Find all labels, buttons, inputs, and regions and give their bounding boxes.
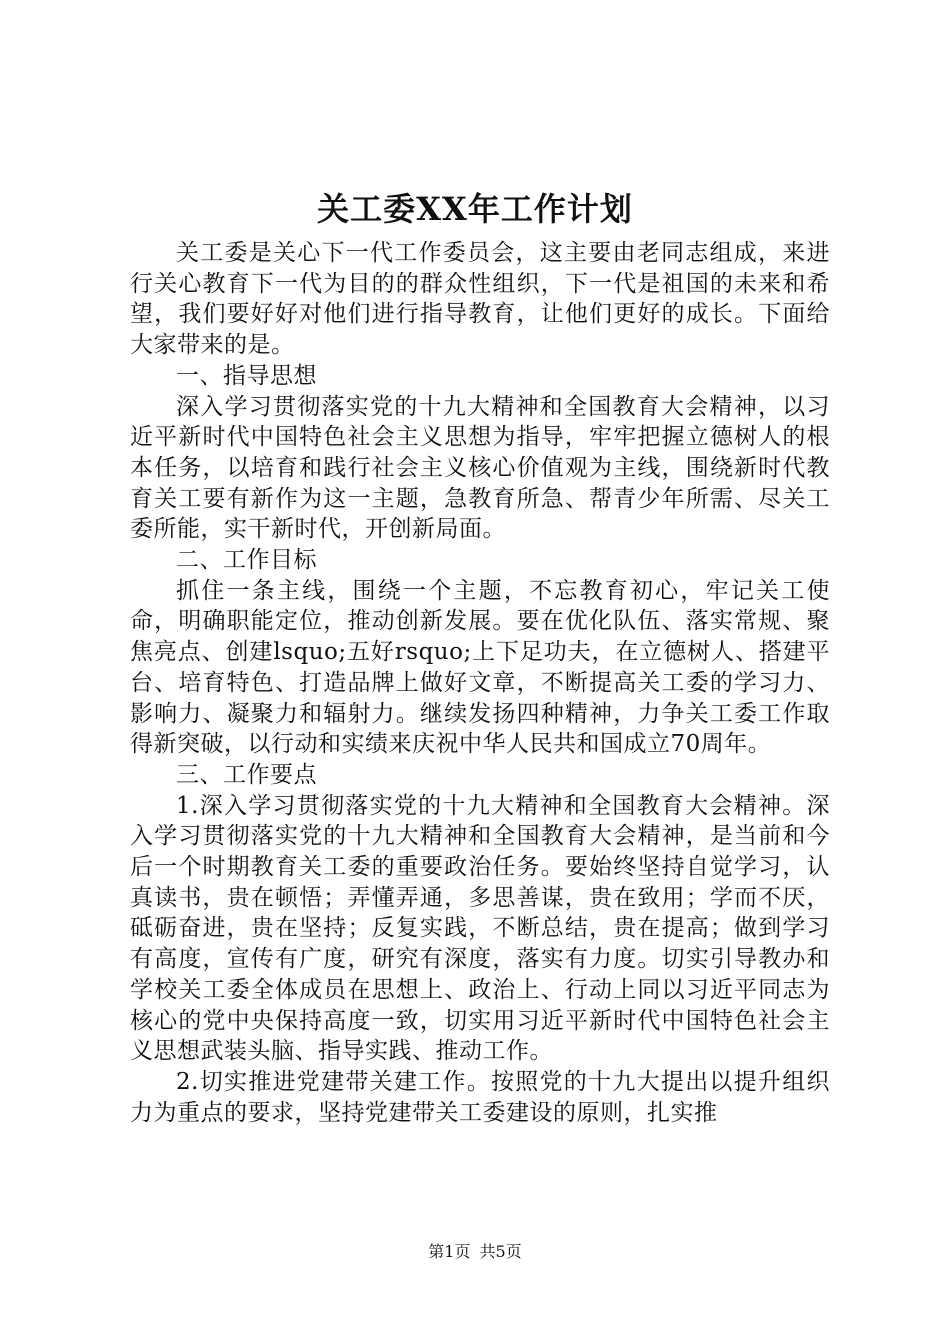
paragraph-work-goals: 抓住一条主线，围绕一个主题，不忘教育初心，牢记关工使命，明确职能定位，推动创新发展。要在优化队伍、落实常规、聚焦亮点、创建lsquo;五好rsquo;上下足功夫，在立德树人、搭建平台、培育特色、打造品牌上做好文章，不断提高关工委的学习力、影响力、凝聚力和辐射力。继续发扬四种精神，力争关工委工作取得新突破，以行动和实绩来庆祝中华人民共和国成立70周年。: [130, 577, 830, 758]
paragraph-guiding-thought: 深入学习贯彻落实党的十九大精神和全国教育大会精神，以习近平新时代中国特色社会主义思想为指导，牢牢把握立德树人的根本任务，以培育和践行社会主义核心价值观为主线，围绕新时代教育关工要有新作为这一主题，急教育所急、帮青少年所需、尽关工委所能，实干新时代，开创新局面。: [130, 393, 830, 543]
page-number-total: 共5页: [479, 1242, 522, 1261]
document-title: 关工委XX年工作计划: [317, 190, 633, 228]
paragraph-work-point-2: 2.切实推进党建带关建工作。按照党的十九大提出以提升组织力为重点的要求，坚持党建带关工委建设的原则，扎实推: [130, 1068, 830, 1126]
section-heading-guiding-thought: 一、指导思想: [176, 362, 317, 389]
paragraph-work-point-1: 1.深入学习贯彻落实党的十九大精神和全国教育大会精神。深入学习贯彻落实党的十九大精神和全国教育大会精神，是当前和今后一个时期教育关工委的重要政治任务。要始终坚持自觉学习，认真读书，贵在顿悟；弄懂弄通，多思善谋，贵在致用；学而不厌，砥砺奋进，贵在坚持；反复实践，不断总结，贵在提高；做到学习有高度，宣传有广度，研究有深度，落实有力度。切实引导教办和学校关工委全体成员在思想上、政治上、行动上同以习近平同志为核心的党中央保持高度一致，切实用习近平新时代中国特色社会主义思想武装头脑、指导实践、推动工作。: [130, 792, 830, 1065]
paragraph-intro: 关工委是关心下一代工作委员会，这主要由老同志组成，来进行关心教育下一代为目的的群众性组织，下一代是祖国的未来和希望，我们要好好对他们进行指导教育，让他们更好的成长。下面给大家带来的是。: [130, 240, 830, 359]
page-footer: [0, 1240, 950, 1264]
page-number-current: 第1页: [428, 1242, 471, 1261]
document-body: [130, 238, 830, 1128]
section-heading-work-points: 三、工作要点: [176, 761, 317, 788]
section-heading-work-goals: 二、工作目标: [176, 547, 317, 574]
